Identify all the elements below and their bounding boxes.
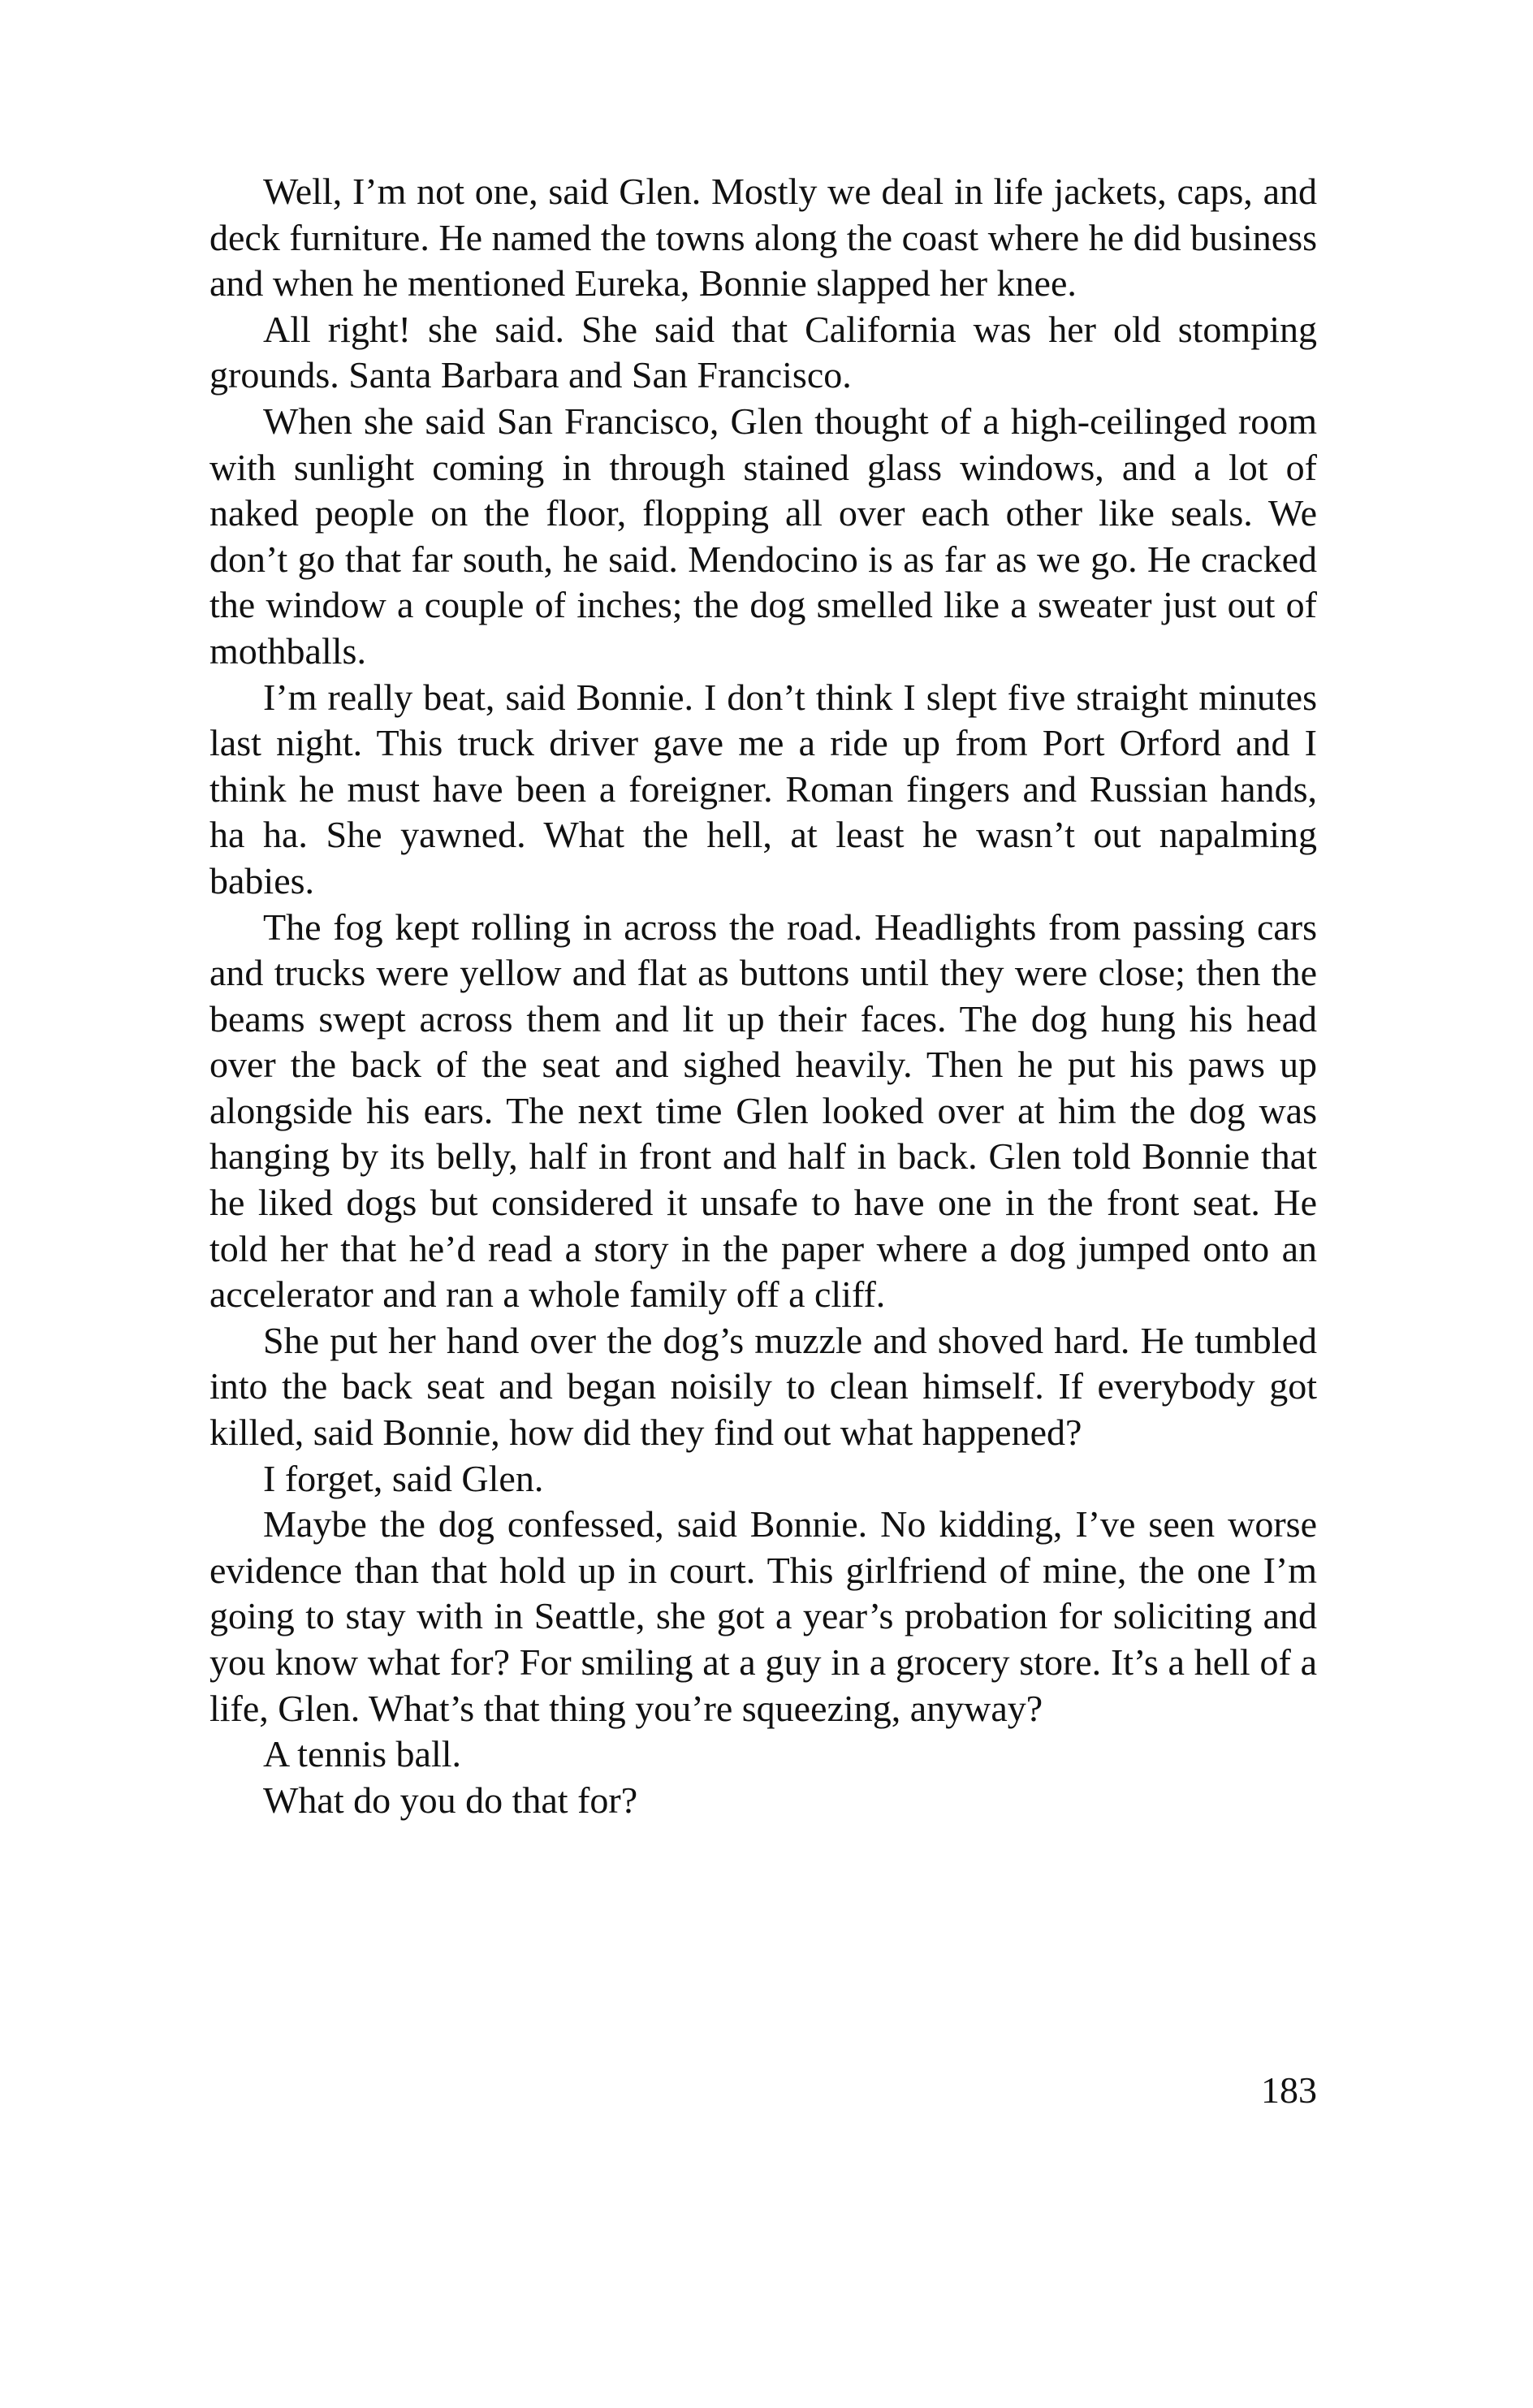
paragraph-7: I forget, said Glen.: [263, 1457, 544, 1499]
paragraph-3: When she said San Francisco, Glen thought of a high-ceilinged room with sunlight coming in through stained glass windows, and a lot of naked people on the floor, flopping all over each other like seals. We don’t go that far south, he said. Mendocino is as far as we go. He cracked the window a couple of inches; the dog smelled like a sweater just out of mothballs.: [209, 400, 1317, 672]
paragraph-2: All right! she said. She said that California was her old stomping grounds. Santa Barbara and San Francisco.: [209, 308, 1317, 396]
paragraph-5: The fog kept rolling in across the road. Headlights from passing cars and trucks were yellow and flat as buttons until they were close; then the beams swept across them and lit up their faces. The dog hung his head over the back of the seat and sighed heavily. Then he put his paws up alongside his ears. The next time Glen looked over at him the dog was hanging by its belly, half in front and half in back. Glen told Bonnie that he liked dogs but considered it unsafe to have one in the front seat. He told her that he’d read a story in the paper where a dog jumped onto an accelerator and ran a whole family off a cliff.: [209, 906, 1317, 1316]
paragraph-6: She put her hand over the dog’s muzzle and shoved hard. He tumbled into the back seat and began noisily to clean himself. If everybody got killed, said Bonnie, how did they find out what happened?: [209, 1319, 1317, 1454]
body-text: [209, 169, 1317, 1823]
paragraph-8: Maybe the dog confessed, said Bonnie. No kidding, I’ve seen worse evidence than that hold up in court. This girlfriend of mine, the one I’m going to stay with in Seattle, she got a year’s probation for soliciting and you know what for? For smiling at a guy in a grocery store. It’s a hell of a life, Glen. What’s that thing you’re squeezing, anyway?: [209, 1503, 1317, 1729]
paragraph-1: Well, I’m not one, said Glen. Mostly we deal in life jackets, caps, and deck furniture. He named the towns along the coast where he did business and when he mentioned Eureka, Bonnie slapped her knee.: [209, 171, 1317, 305]
paragraph-9: A tennis ball.: [263, 1733, 462, 1775]
paragraph-4: I’m really beat, said Bonnie. I don’t think I slept five straight minutes last night. This truck driver gave me a ride up from Port Orford and I think he must have been a foreigner. Roman fingers and Russian hands, ha ha. She yawned. What the hell, at least he wasn’t out napalming babies.: [209, 676, 1317, 901]
page-number: 183: [1261, 2069, 1317, 2111]
paragraph-10: What do you do that for?: [263, 1779, 638, 1821]
